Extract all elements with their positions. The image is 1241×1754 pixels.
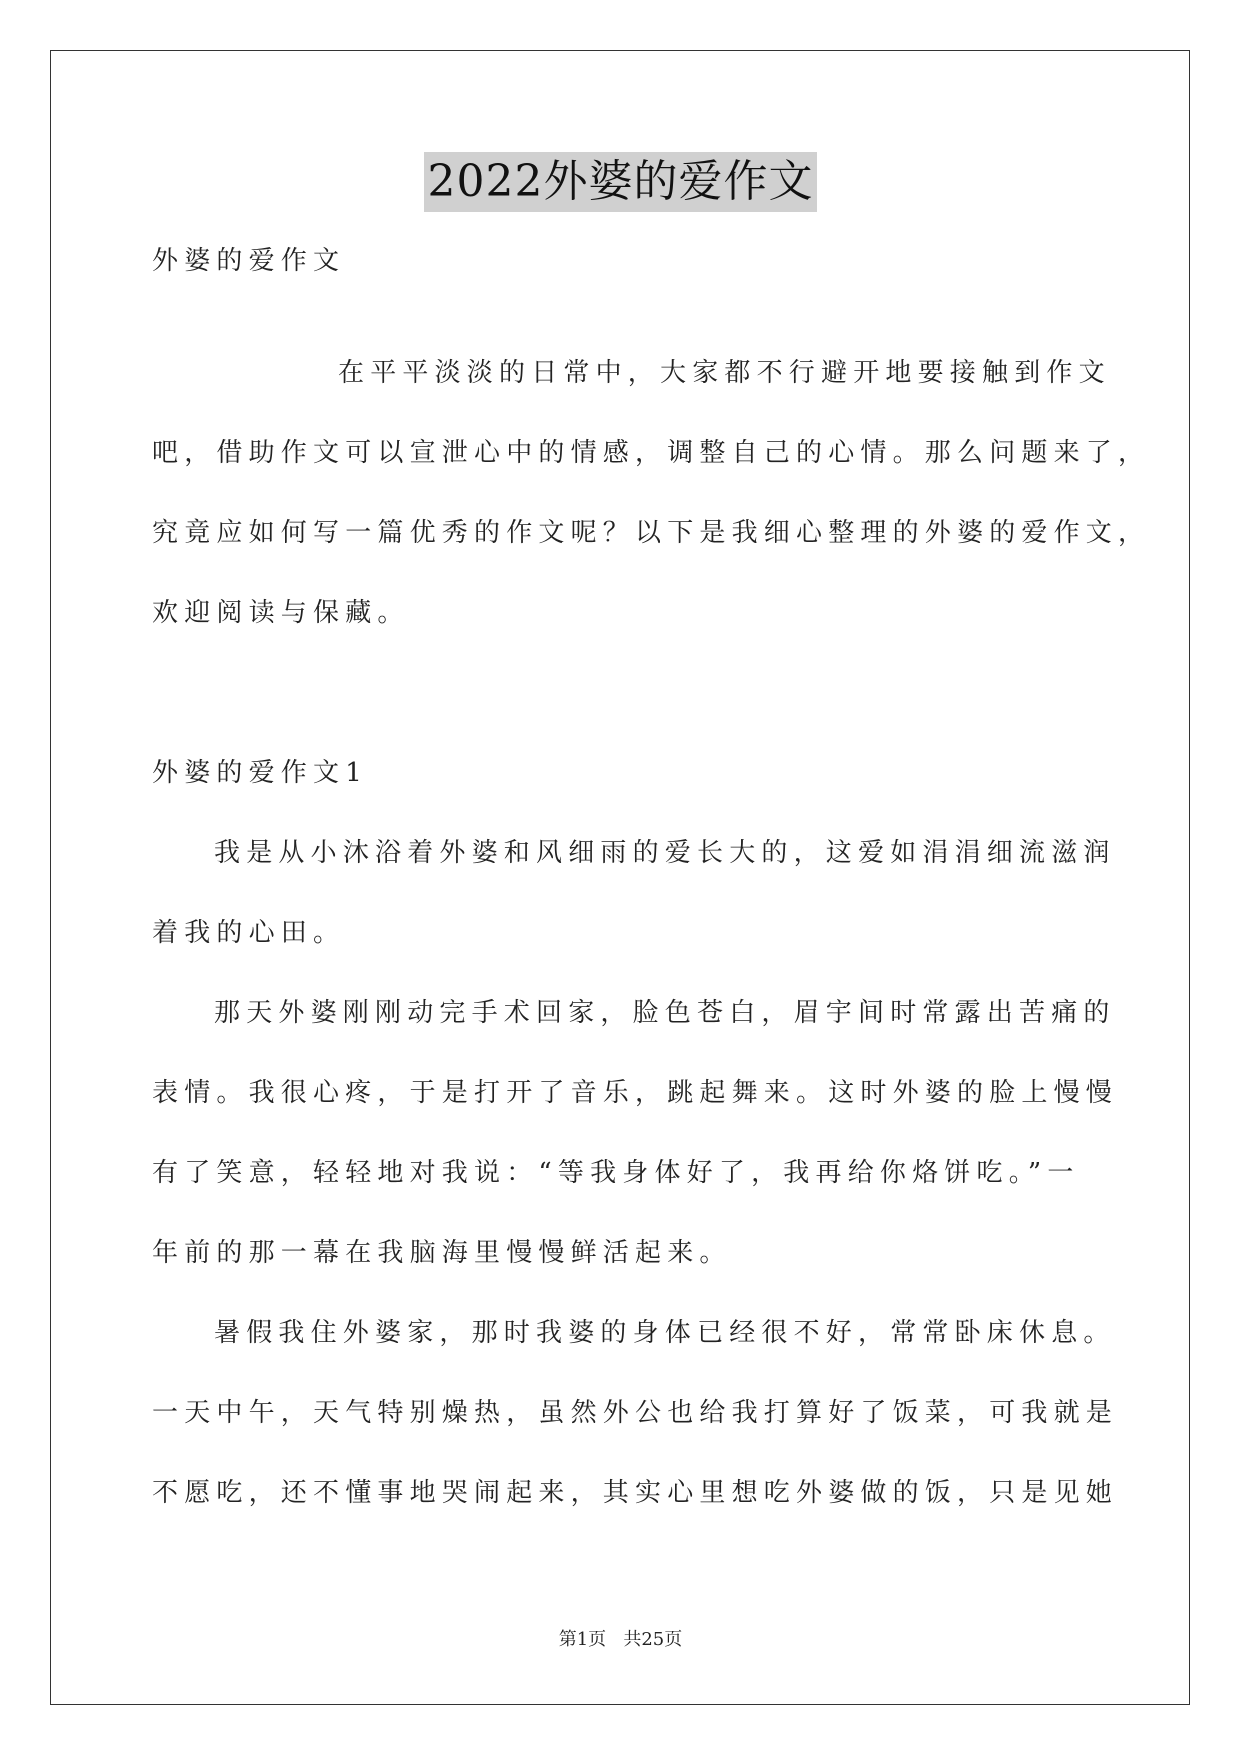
paragraph-line: 表情。我很心疼，于是打开了音乐，跳起舞来。这时外婆的脸上慢慢 [152,1078,1119,1108]
paragraph-line: 欢迎阅读与保藏。 [152,598,410,628]
paragraph-line: 吧，借助作文可以宣泄心中的情感，调整自己的心情。那么问题来了， [152,438,1151,468]
paragraph-line: 我是从小沐浴着外婆和风细雨的爱长大的，这爱如涓涓细流滋润 [214,838,1116,868]
paragraph-line: 年前的那一幕在我脑海里慢慢鲜活起来。 [152,1238,732,1268]
paragraph-line: 暑假我住外婆家，那时我婆的身体已经很不好，常常卧床休息。 [214,1318,1116,1348]
document-title: 2022外婆的爱作文 [424,152,818,212]
paragraph-line: 究竟应如何写一篇优秀的作文呢？以下是我细心整理的外婆的爱作文， [152,518,1151,548]
paragraph-line: 有了笑意，轻轻地对我说：“等我身体好了，我再给你烙饼吃。”一 [152,1158,1080,1188]
paragraph-line: 那天外婆刚刚动完手术回家，脸色苍白，眉宇间时常露出苦痛的 [214,998,1116,1028]
page-border [50,50,1190,1705]
paragraph-line: 一天中午，天气特别燥热，虽然外公也给我打算好了饭菜，可我就是 [152,1398,1119,1428]
paragraph-line: 着我的心田。 [152,918,346,948]
paragraph-line: 在平平淡淡的日常中，大家都不行避开地要接触到作文 [338,358,1111,388]
essay-heading: 外婆的爱作文 [152,246,346,276]
paragraph-line: 不愿吃，还不懂事地哭闹起来，其实心里想吃外婆做的饭，只是见她 [152,1478,1119,1508]
section-heading: 外婆的爱作文1 [152,758,368,788]
title-container [0,152,1241,212]
page-footer: 第1页 共25页 [558,1629,683,1650]
